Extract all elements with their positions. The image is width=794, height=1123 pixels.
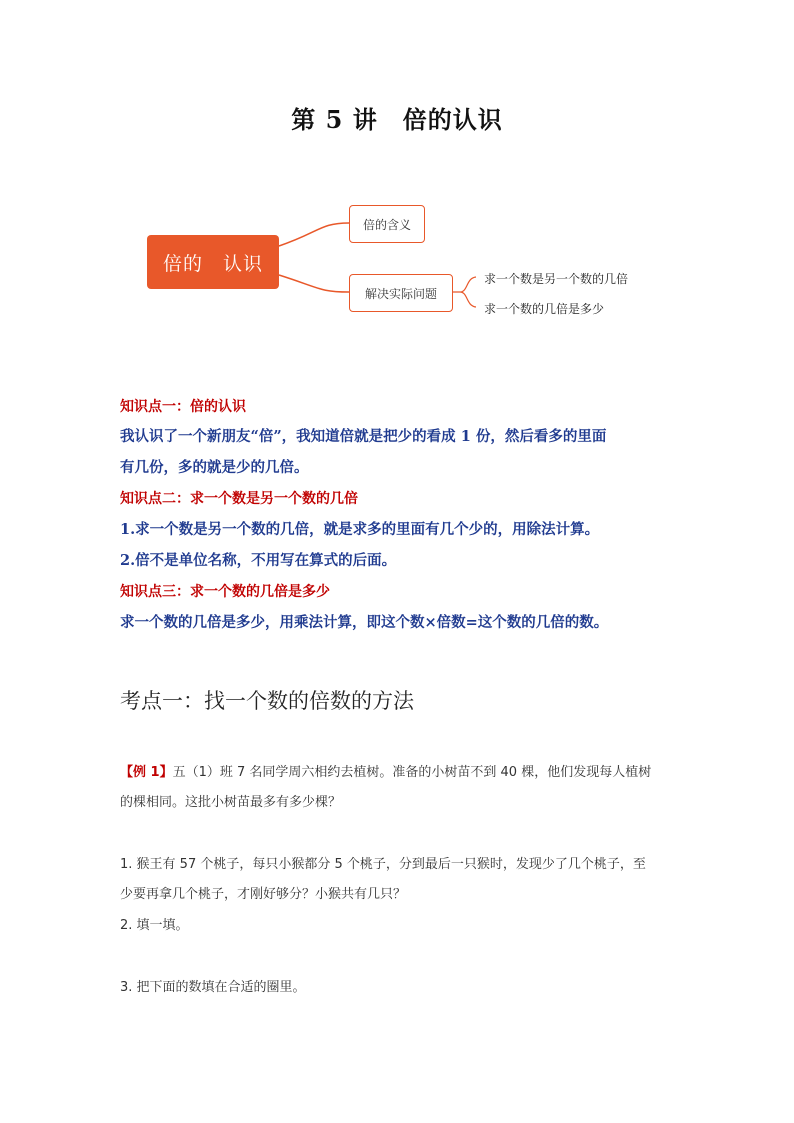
bracket-connector [451, 277, 476, 307]
example-text: 五（1）班 7 名同学周六相约去植树。准备的小树苗不到 40 棵，他们发现每人植树 [172, 765, 652, 780]
knowledge-point-2-heading: 知识点二：求一个数是另一个数的几倍 [120, 491, 358, 507]
connector-root-branch2 [279, 275, 349, 292]
exercise-1-line-2: 少要再拿几个桃子，才刚好够分？小猴共有几只？ [120, 887, 407, 902]
section-title: 考点一：找一个数的倍数的方法 [120, 689, 414, 713]
knowledge-point-3-line-1: 求一个数的几倍是多少，用乘法计算，即这个数×倍数=这个数的几倍的数。 [120, 614, 609, 631]
knowledge-point-2-line-2: 2.倍不是单位名称，不用写在算式的后面。 [120, 552, 397, 569]
mindmap-leaf-multiple: 求一个数的几倍是多少 [484, 302, 605, 316]
page-title: 第 5 讲 倍的认识 [291, 105, 503, 134]
exercise-1-line-1: 1. 猴王有 57 个桃子，每只小猴都分 5 个桃子，分到最后一只猴时，发现少了几个桃子，至 [120, 857, 646, 872]
knowledge-point-3-heading: 知识点三：求一个数的几倍是多少 [120, 584, 330, 600]
exercise-2: 2. 填一填。 [120, 918, 189, 933]
exercise-3: 3. 把下面的数填在合适的圈里。 [120, 980, 306, 995]
connector-root-branch1 [279, 223, 349, 246]
knowledge-point-1-line-2: 有几份，多的就是少的几倍。 [120, 459, 309, 476]
example-1-line-1 [120, 761, 651, 780]
example-1-line-2: 的棵相同。这批小树苗最多有多少棵？ [120, 795, 342, 810]
knowledge-point-1-heading: 知识点一：倍的认识 [120, 399, 246, 415]
mindmap-leaf-ratio: 求一个数是另一个数的几倍 [484, 272, 629, 286]
example-tag: 【例 1】 [120, 765, 173, 780]
mindmap-branch-meaning: 倍的含义 [349, 205, 425, 243]
mindmap-connectors [0, 0, 794, 400]
mindmap-branch-problems: 解决实际问题 [349, 274, 453, 312]
mindmap-root: 倍的 认识 [147, 235, 279, 289]
knowledge-point-2-line-1: 1.求一个数是另一个数的几倍，就是求多的里面有几个少的，用除法计算。 [120, 521, 600, 538]
knowledge-point-1-line-1: 我认识了一个新朋友“倍”，我知道倍就是把少的看成 1 份，然后看多的里面 [120, 428, 607, 445]
